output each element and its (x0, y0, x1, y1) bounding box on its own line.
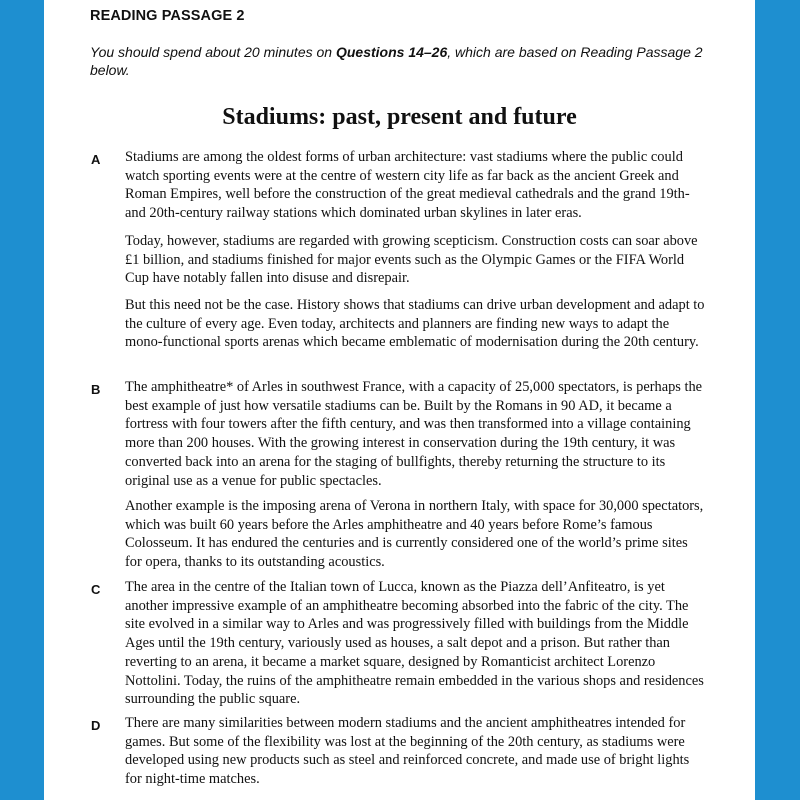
paragraph-d-1: There are many similarities between modern stadiums and the ancient amphitheatres intended for games. But some of the flexibility was lost at the beginning of the 20th century, as stadiums were developed using new products such as steel and reinforced concrete, and made use of bright lights for night-time matches. (125, 715, 690, 788)
instructions-pre: You should spend about 20 minutes on (90, 44, 336, 60)
section-letter-d: D (91, 718, 101, 733)
paragraph-b-1: The amphitheatre* of Arles in southwest France, with a capacity of 25,000 spectators, is perhaps the best example of just how versatile stadiums can be. Built by the Romans in 90 AD, it became a fortress with four towers after the fifth century, and was then transformed into a village containing more than 200 houses. With the growing interest in conservation during the 19th century, it was converted back into an arena for the staging of bullfights, thereby returning the structure to its original use as a venue for public spectacles. (125, 379, 703, 489)
section-letter-a: A (91, 152, 101, 167)
passage-label: READING PASSAGE 2 (90, 8, 245, 24)
section-letter-b: B (91, 382, 101, 397)
paragraph-c-1: The area in the centre of the Italian town of Lucca, known as the Piazza dell’Anfiteatro, is yet another impressive example of an amphitheatre becoming absorbed into the fabric of the city. The site evolved in a similar way to Arles and was progressively filled with buildings from the Middle Ages until the 19th century, variously used as houses, a salt depot and a prison. But rather than reverting to an arena, it became a market square, designed by Romanticist architect Lorenzo Nottolini. Today, the ruins of the amphitheatre remain embedded in the various shops and residences surrounding the public square. (125, 579, 704, 708)
paragraph-a-1: Stadiums are among the oldest forms of urban architecture: vast stadiums where the public could watch sporting events were at the centre of western city life as far back as the ancient Greek and Roman Empires, well before the construction of the great medieval cathedrals and the grand 19th- and 20th-century railway stations which dominated urban skylines in later eras. (125, 149, 690, 222)
paragraph-a-3: But this need not be the case. History shows that stadiums can drive urban development and adapt to the culture of every age. Even today, architects and planners are finding new ways to adapt the mono-functional sports arenas which became emblematic of modernisation during the 20th century. (125, 297, 705, 351)
passage-title: Stadiums: past, present and future (222, 104, 577, 130)
section-letter-c: C (91, 582, 101, 597)
instructions (90, 43, 710, 79)
instructions-post: , which are based on Reading Passage 2 below. (90, 44, 703, 78)
instructions-questions: Questions 14–26 (335, 44, 448, 60)
paragraph-b-2: Another example is the imposing arena of Verona in northern Italy, with space for 30,000 spectators, which was built 60 years before the Arles amphitheatre and 40 years before Rome’s famous Colosseum. It has endured the centuries and is currently considered one of the world’s prime sites for opera, thanks to its outstanding acoustics. (125, 498, 704, 571)
passage-page (44, 0, 755, 800)
paragraph-a-2: Today, however, stadiums are regarded with growing scepticism. Construction costs can soar above £1 billion, and stadiums finished for major events such as the Olympic Games or the FIFA World Cup have notably fallen into disuse and disrepair. (125, 233, 698, 287)
